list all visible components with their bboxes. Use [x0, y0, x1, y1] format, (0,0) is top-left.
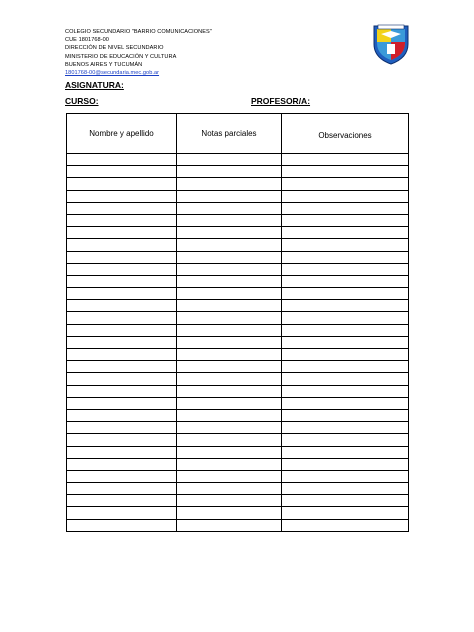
- observations-cell[interactable]: [282, 336, 409, 348]
- observations-cell[interactable]: [282, 227, 409, 239]
- grades-cell[interactable]: [177, 190, 282, 202]
- column-header-grades: Notas parciales: [177, 114, 282, 154]
- observations-cell[interactable]: [282, 178, 409, 190]
- table-row: [67, 288, 409, 300]
- grades-cell[interactable]: [177, 202, 282, 214]
- observations-cell[interactable]: [282, 397, 409, 409]
- grades-cell[interactable]: [177, 409, 282, 421]
- name-cell[interactable]: [67, 519, 177, 531]
- grades-cell[interactable]: [177, 324, 282, 336]
- name-cell[interactable]: [67, 446, 177, 458]
- grades-cell[interactable]: [177, 385, 282, 397]
- table-row: [67, 349, 409, 361]
- name-cell[interactable]: [67, 470, 177, 482]
- grades-cell[interactable]: [177, 288, 282, 300]
- table-row: [67, 361, 409, 373]
- name-cell[interactable]: [67, 361, 177, 373]
- observations-cell[interactable]: [282, 324, 409, 336]
- name-cell[interactable]: [67, 507, 177, 519]
- grades-cell[interactable]: [177, 446, 282, 458]
- table-row: [67, 336, 409, 348]
- observations-cell[interactable]: [282, 373, 409, 385]
- observations-cell[interactable]: [282, 470, 409, 482]
- name-cell[interactable]: [67, 214, 177, 226]
- observations-cell[interactable]: [282, 263, 409, 275]
- name-cell[interactable]: [67, 324, 177, 336]
- observations-cell[interactable]: [282, 409, 409, 421]
- grades-table: [66, 113, 409, 532]
- table-body: [67, 154, 409, 532]
- table-row: [67, 373, 409, 385]
- table-row: [67, 227, 409, 239]
- grades-cell[interactable]: [177, 336, 282, 348]
- table-row: [67, 385, 409, 397]
- observations-cell[interactable]: [282, 446, 409, 458]
- name-cell[interactable]: [67, 251, 177, 263]
- name-cell[interactable]: [67, 154, 177, 166]
- observations-cell[interactable]: [282, 519, 409, 531]
- table-row: [67, 483, 409, 495]
- grades-cell[interactable]: [177, 214, 282, 226]
- name-cell[interactable]: [67, 227, 177, 239]
- table-row: [67, 154, 409, 166]
- table-header-row: [67, 114, 409, 154]
- observations-cell[interactable]: [282, 422, 409, 434]
- observations-cell[interactable]: [282, 458, 409, 470]
- name-cell[interactable]: [67, 483, 177, 495]
- observations-cell[interactable]: [282, 166, 409, 178]
- name-cell[interactable]: [67, 495, 177, 507]
- table-row: [67, 422, 409, 434]
- table-row: [67, 507, 409, 519]
- name-cell[interactable]: [67, 385, 177, 397]
- name-cell[interactable]: [67, 434, 177, 446]
- grades-cell[interactable]: [177, 495, 282, 507]
- school-ministry: MINISTERIO DE EDUCACIÓN Y CULTURA: [65, 53, 177, 60]
- grades-cell[interactable]: [177, 227, 282, 239]
- observations-cell[interactable]: [282, 288, 409, 300]
- observations-cell[interactable]: [282, 483, 409, 495]
- table-row: [67, 263, 409, 275]
- observations-cell[interactable]: [282, 251, 409, 263]
- school-name: COLEGIO SECUNDARIO "BARRIO COMUNICACIONES": [65, 29, 212, 35]
- observations-cell[interactable]: [282, 202, 409, 214]
- name-cell[interactable]: [67, 178, 177, 190]
- observations-cell[interactable]: [282, 349, 409, 361]
- observations-cell[interactable]: [282, 434, 409, 446]
- column-header-observations: Observaciones: [282, 114, 409, 154]
- grades-cell[interactable]: [177, 519, 282, 531]
- name-cell[interactable]: [67, 300, 177, 312]
- observations-cell[interactable]: [282, 214, 409, 226]
- observations-cell[interactable]: [282, 239, 409, 251]
- name-cell[interactable]: [67, 166, 177, 178]
- grades-cell[interactable]: [177, 178, 282, 190]
- table-row: [67, 275, 409, 287]
- column-header-name: Nombre y apellido: [67, 114, 177, 154]
- school-cue: CUE 1801768-00: [65, 37, 109, 44]
- school-location: BUENOS AIRES Y TUCUMÁN: [65, 61, 143, 68]
- table-row: [67, 190, 409, 202]
- observations-cell[interactable]: [282, 361, 409, 373]
- table-row: [67, 409, 409, 421]
- name-cell[interactable]: [67, 373, 177, 385]
- grades-cell[interactable]: [177, 458, 282, 470]
- subject-label: ASIGNATURA:: [65, 80, 124, 90]
- observations-cell[interactable]: [282, 190, 409, 202]
- table-row: [67, 166, 409, 178]
- table-row: [67, 312, 409, 324]
- grades-cell[interactable]: [177, 251, 282, 263]
- grades-cell[interactable]: [177, 263, 282, 275]
- name-cell[interactable]: [67, 275, 177, 287]
- name-cell[interactable]: [67, 349, 177, 361]
- table-row: [67, 495, 409, 507]
- table-row: [67, 434, 409, 446]
- table-row: [67, 446, 409, 458]
- grades-cell[interactable]: [177, 239, 282, 251]
- grades-cell[interactable]: [177, 154, 282, 166]
- school-header: [65, 28, 212, 77]
- name-cell[interactable]: [67, 422, 177, 434]
- grades-cell[interactable]: [177, 470, 282, 482]
- table-row: [67, 397, 409, 409]
- table-row: [67, 202, 409, 214]
- observations-cell[interactable]: [282, 312, 409, 324]
- name-cell[interactable]: [67, 409, 177, 421]
- teacher-label: PROFESOR/A:: [251, 96, 311, 106]
- observations-cell[interactable]: [282, 300, 409, 312]
- table-row: [67, 300, 409, 312]
- school-direction: DIRECCIÓN DE NIVEL SECUNDARIO: [65, 45, 164, 52]
- name-cell[interactable]: [67, 312, 177, 324]
- name-cell[interactable]: [67, 190, 177, 202]
- grades-cell[interactable]: [177, 434, 282, 446]
- table-row: [67, 239, 409, 251]
- grades-cell[interactable]: [177, 166, 282, 178]
- grades-cell[interactable]: [177, 422, 282, 434]
- table-row: [67, 519, 409, 531]
- course-label: CURSO:: [65, 96, 99, 106]
- school-email-link[interactable]: 1801768-00@secundaria.mec.gob.ar: [65, 70, 160, 77]
- grades-cell[interactable]: [177, 349, 282, 361]
- observations-cell[interactable]: [282, 275, 409, 287]
- name-cell[interactable]: [67, 263, 177, 275]
- table-row: [67, 214, 409, 226]
- table-row: [67, 178, 409, 190]
- name-cell[interactable]: [67, 336, 177, 348]
- name-cell[interactable]: [67, 397, 177, 409]
- grades-cell[interactable]: [177, 275, 282, 287]
- grades-cell[interactable]: [177, 361, 282, 373]
- observations-cell[interactable]: [282, 495, 409, 507]
- grades-cell[interactable]: [177, 373, 282, 385]
- name-cell[interactable]: [67, 458, 177, 470]
- observations-cell[interactable]: [282, 507, 409, 519]
- observations-cell[interactable]: [282, 385, 409, 397]
- table-row: [67, 251, 409, 263]
- grades-cell[interactable]: [177, 483, 282, 495]
- grades-cell[interactable]: [177, 300, 282, 312]
- table-row: [67, 458, 409, 470]
- table-row: [67, 324, 409, 336]
- name-cell[interactable]: [67, 288, 177, 300]
- grades-cell[interactable]: [177, 312, 282, 324]
- grades-cell[interactable]: [177, 397, 282, 409]
- school-crest-icon: [372, 22, 410, 66]
- name-cell[interactable]: [67, 239, 177, 251]
- observations-cell[interactable]: [282, 154, 409, 166]
- name-cell[interactable]: [67, 202, 177, 214]
- grades-cell[interactable]: [177, 507, 282, 519]
- table-row: [67, 470, 409, 482]
